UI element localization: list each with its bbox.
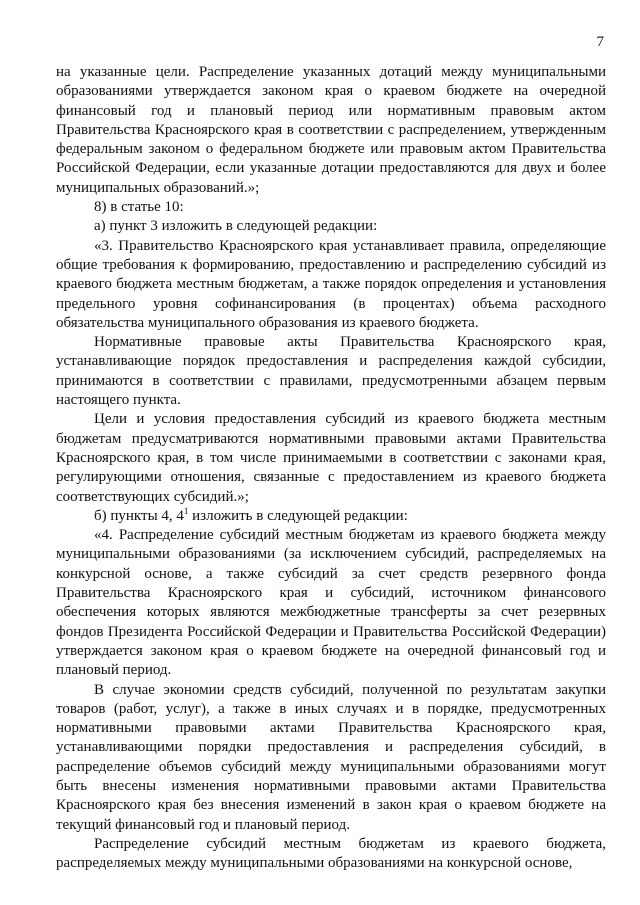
- clause-3-paragraph-3: Цели и условия предоставления субсидий из краевого бюджета местным бюджетам предусматриваются нормативными правовыми актами Правительства Красноярского края, в том числе принимаемыми в соответствии с законами края, регулирующими отношения, связанные с предоставлением из краевого бюджета соответствующих субсидий.»;: [56, 411, 606, 505]
- page-number: 7: [596, 34, 604, 50]
- item-b-text: б) пункты 4, 4: [94, 507, 184, 524]
- item-8-heading: 8) в статье 10:: [94, 199, 184, 216]
- clause-3-paragraph-2: Нормативные правовые акты Правительства Красноярского края, устанавливающие порядок предоставления и распределения каждой субсидии, принимаются в соответствии с правилами, предусмотренными абзацем первым настоящего пункта.: [56, 334, 606, 409]
- paragraph-continuation: на указанные цели. Распределение указанных дотаций между муниципальными образованиями утверждается законом края о краевом бюджете на очередной финансовый год и плановый период или нормативным правовым актом Правительства Красноярского края в соответствии с распределением, утвержденным федеральным законом о федеральном бюджете или правовым актом Правительства Российской Федерации, если указанные дотации предоставляются для двух и более муниципальных образований.»;: [56, 64, 606, 196]
- item-b-superscript: 1: [183, 505, 189, 516]
- clause-3-paragraph-1: «3. Правительство Красноярского края устанавливает правила, определяющие общие требования к формированию, предоставлению и распределению субсидий из краевого бюджета местным бюджетам, а также порядок определения и установления предельного уровня софинансирования (в процентах) объема расходного обязательства муниципального образования из краевого бюджета.: [56, 237, 606, 331]
- clause-4-paragraph-2: В случае экономии средств субсидий, полученной по результатам закупки товаров (работ, услуг), а также в иных случаях и в порядке, предусмотренных нормативными правовыми актами Правительства Красноярского края, устанавливающими порядки предоставления и распределения субсидий, в распределение объемов субсидий между муниципальными образованиями могут быть внесены изменения нормативными правовыми актами Правительства Красноярского края без внесения изменений в закон края о краевом бюджете на текущий финансовый год и плановый период.: [56, 681, 606, 833]
- item-a-heading: а) пункт 3 изложить в следующей редакции:: [94, 218, 378, 235]
- clause-4-paragraph-3: Распределение субсидий местным бюджетам из краевого бюджета, распределяемых между муниципальными образованиями на конкурсной основе,: [56, 835, 606, 872]
- document-body: [56, 63, 606, 873]
- item-b-text-end: изложить в следующей редакции:: [188, 507, 408, 524]
- item-b-heading: [56, 507, 606, 526]
- clause-4-paragraph-1: «4. Распределение субсидий местным бюджетам из краевого бюджета между муниципальными образованиями (за исключением субсидий, распределяемых на конкурсной основе, а также субсидий за счет средств резервного фонда Правительства Красноярского края и субсидий, источником финансового обеспечения которых являются межбюджетные трансферты за счет резервных фондов Президента Российской Федерации и Правительства Российской Федерации) утверждается законом края о краевом бюджете на очередной финансовый год и плановый период.: [56, 527, 606, 679]
